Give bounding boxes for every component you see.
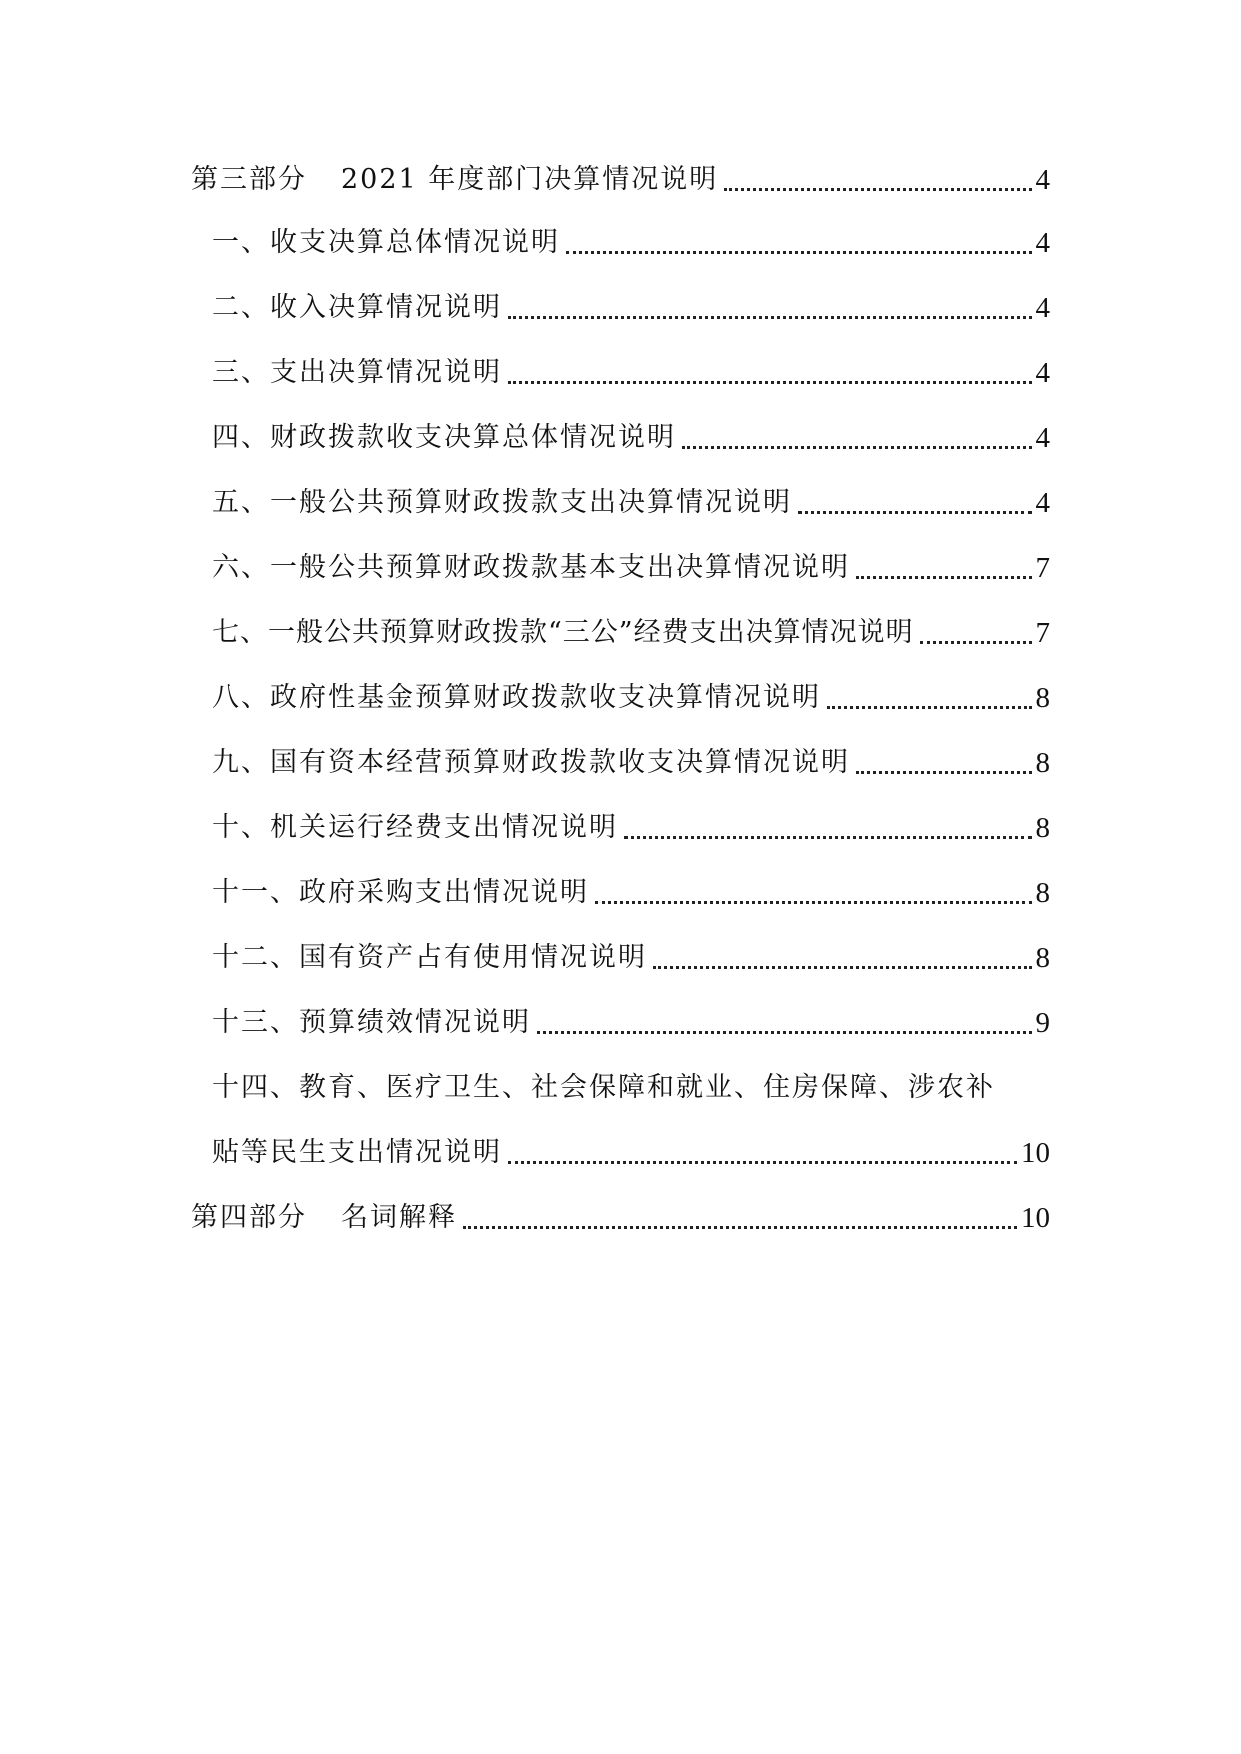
toc-entry-5[interactable] — [212, 483, 1050, 523]
toc-entry-2[interactable] — [212, 288, 1050, 328]
page-number: 8 — [1035, 682, 1050, 714]
page-number: 4 — [1035, 422, 1050, 454]
page-number: 4 — [1035, 164, 1050, 196]
entry-title: 十、机关运行经费支出情况说明 — [212, 812, 618, 843]
dot-leader — [508, 1161, 1017, 1164]
page-number: 9 — [1035, 1007, 1050, 1039]
entry-title: 十二、国有资产占有使用情况说明 — [212, 942, 647, 973]
toc-entry-7[interactable] — [212, 613, 1050, 653]
dot-leader — [595, 901, 1032, 904]
entry-title: 一、收支决算总体情况说明 — [212, 227, 560, 258]
toc-entry-14-line2[interactable] — [212, 1133, 1050, 1173]
toc-entry-10[interactable] — [212, 808, 1050, 848]
part4-title: 名词解释 — [341, 1202, 457, 1233]
toc-entry-12[interactable] — [212, 938, 1050, 978]
page-number: 4 — [1035, 487, 1050, 519]
toc-entry-11[interactable] — [212, 873, 1050, 913]
toc-entry-14-line1[interactable] — [212, 1068, 1050, 1108]
page-number: 7 — [1035, 617, 1050, 649]
toc-entry-4[interactable] — [212, 418, 1050, 458]
dot-leader — [856, 576, 1032, 579]
entry-title: 十四、教育、医疗卫生、社会保障和就业、住房保障、涉农补 — [212, 1072, 995, 1103]
toc-entry-part4[interactable] — [191, 1198, 1050, 1238]
page-number: 10 — [1021, 1137, 1050, 1169]
page-number: 8 — [1035, 942, 1050, 974]
page-number: 8 — [1035, 877, 1050, 909]
dot-leader — [798, 511, 1032, 514]
entry-title: 五、一般公共预算财政拨款支出决算情况说明 — [212, 487, 792, 518]
part3-label: 第三部分 — [191, 164, 307, 195]
dot-leader — [566, 251, 1032, 254]
dot-leader — [827, 706, 1032, 709]
toc-entry-13[interactable] — [212, 1003, 1050, 1043]
entry-title: 二、收入决算情况说明 — [212, 292, 502, 323]
page-number: 8 — [1035, 812, 1050, 844]
page-number: 7 — [1035, 552, 1050, 584]
dot-leader — [653, 966, 1032, 969]
page-number: 4 — [1035, 292, 1050, 324]
dot-leader — [463, 1226, 1017, 1229]
dot-leader — [624, 836, 1032, 839]
page-number: 4 — [1035, 357, 1050, 389]
entry-title: 十一、政府采购支出情况说明 — [212, 877, 589, 908]
dot-leader — [508, 316, 1032, 319]
entry-title: 八、政府性基金预算财政拨款收支决算情况说明 — [212, 682, 821, 713]
part3-title: 2021 年度部门决算情况说明 — [341, 164, 719, 195]
dot-leader — [682, 446, 1032, 449]
page-number: 4 — [1035, 227, 1050, 259]
toc-entry-8[interactable] — [212, 678, 1050, 718]
dot-leader — [856, 771, 1032, 774]
page-number: 10 — [1021, 1202, 1050, 1234]
toc-entry-1[interactable] — [212, 223, 1050, 263]
entry-title: 四、财政拨款收支决算总体情况说明 — [212, 422, 676, 453]
entry-title: 十三、预算绩效情况说明 — [212, 1007, 531, 1038]
toc-entry-6[interactable] — [212, 548, 1050, 588]
toc-entry-part3[interactable] — [191, 160, 1050, 200]
page-number: 8 — [1035, 747, 1050, 779]
dot-leader — [920, 641, 1032, 644]
entry-title: 九、国有资本经营预算财政拨款收支决算情况说明 — [212, 747, 850, 778]
entry-title-continued: 贴等民生支出情况说明 — [212, 1137, 502, 1168]
dot-leader — [537, 1031, 1032, 1034]
part4-label: 第四部分 — [191, 1202, 307, 1233]
toc-entry-9[interactable] — [212, 743, 1050, 783]
dot-leader — [508, 381, 1032, 384]
dot-leader — [724, 188, 1031, 191]
entry-title: 六、一般公共预算财政拨款基本支出决算情况说明 — [212, 552, 850, 583]
toc-entry-3[interactable] — [212, 353, 1050, 393]
entry-title: 三、支出决算情况说明 — [212, 357, 502, 388]
entry-title: 七、一般公共预算财政拨款“三公”经费支出决算情况说明 — [212, 617, 914, 648]
